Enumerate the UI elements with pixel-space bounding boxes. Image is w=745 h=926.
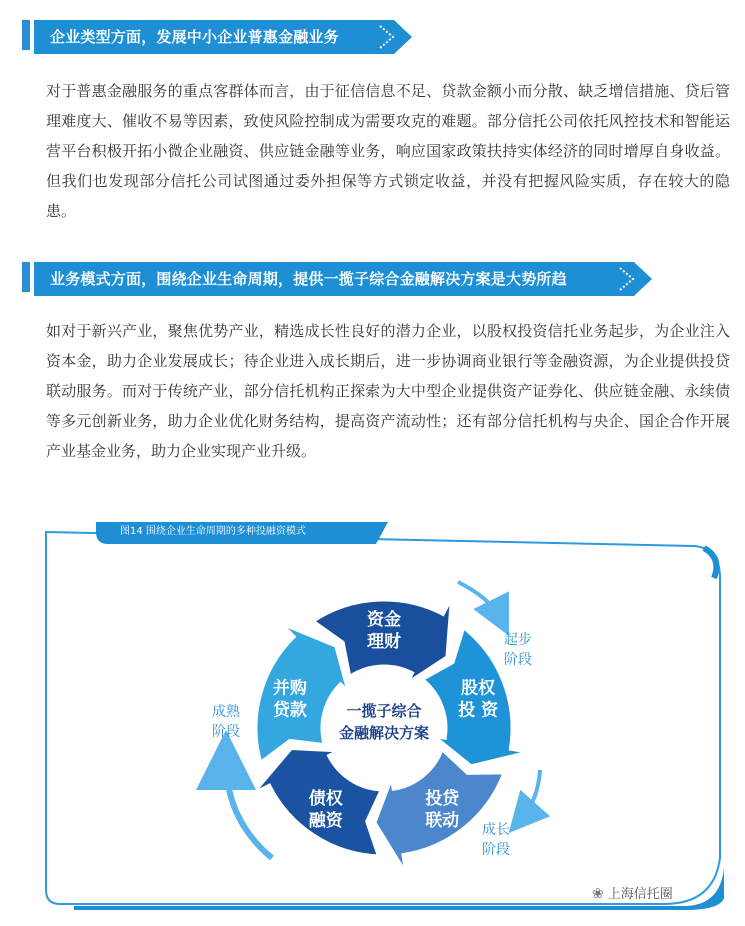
stage-startup-line-1: 起步 [504, 632, 532, 648]
cycle-segment-3-label-2: 联动 [425, 811, 460, 832]
cycle-segment-1-label-1: 资金 [367, 610, 401, 630]
figure-title: 图14 围绕企业生命周期的多种投融资模式 [120, 526, 306, 537]
outer-arrow-right [522, 770, 540, 818]
cycle-segment-4-label-1: 债权 [308, 789, 343, 810]
stage-mature-line-2: 阶段 [212, 724, 240, 740]
section-paragraph: 对于普惠金融服务的重点客群体而言，由于征信信息不足、贷款金额小而分散、缺乏增信措施、贷后管理难度大、催收不易等因素，致使风险控制成为需要攻克的难题。部分信托公司依托风控技术和智能运营平台积极开拓小微企业融资、供应链金融等业务，响应国家政策扶持实体经济的同时增厚自身收益。但我们也发现部分信托公司试图通过委外担保等方式锁定收益，并没有把握风险实质，存在较大的隐患。 [46, 82, 730, 220]
watermark-text: 上海信托圈 [607, 887, 673, 902]
cycle-segment-2-label-2: 投 资 [458, 700, 499, 721]
section-heading: 企业类型方面，发展中小企业普惠金融业务 [50, 28, 339, 46]
center-line-1: 一揽子综合 [346, 702, 422, 720]
cycle-segment-5-label-1: 并购 [272, 678, 307, 699]
stage-growth-line-2: 阶段 [482, 842, 510, 858]
center-line-2: 金融解决方案 [338, 724, 430, 742]
cycle-segment-3-label-1: 投贷 [425, 789, 460, 810]
stage-mature-line-1: 成熟 [212, 704, 240, 720]
outer-arrow-top [458, 582, 500, 618]
stage-startup-line-2: 阶段 [504, 652, 532, 668]
cycle-segment-4-label-2: 融资 [308, 811, 343, 832]
wechat-icon: ❀ [592, 886, 604, 902]
cycle-center-label [339, 702, 429, 742]
cycle-segment-5-label-2: 贷款 [272, 700, 307, 721]
watermark [592, 882, 673, 906]
section-heading: 业务模式方面，围绕企业生命周期，提供一揽子综合金融解决方案是大势所趋 [50, 270, 567, 288]
section-paragraph: 如对于新兴产业，聚焦优势产业，精选成长性良好的潜力企业，以股权投资信托业务起步，为企业注入资本金，助力企业发展成长；待企业进入成长期后，进一步协调商业银行等金融资源，为企业提供投贷联动服务。而对于传统产业，部分信托机构正探索为大中型企业提供资产证券化、供应链金融、永续债等多元创新业务，助力企业优化财务结构，提高资产流动性；还有部分信托机构与央企、国企合作开展产业基金业务，助力企业实现产业升级。 [46, 322, 730, 460]
outer-arrow-left [226, 760, 272, 858]
cycle-segment-2-label-1: 股权 [461, 678, 496, 699]
cycle-segment-1-label-2: 理财 [367, 632, 401, 652]
stage-growth-line-1: 成长 [482, 822, 510, 838]
